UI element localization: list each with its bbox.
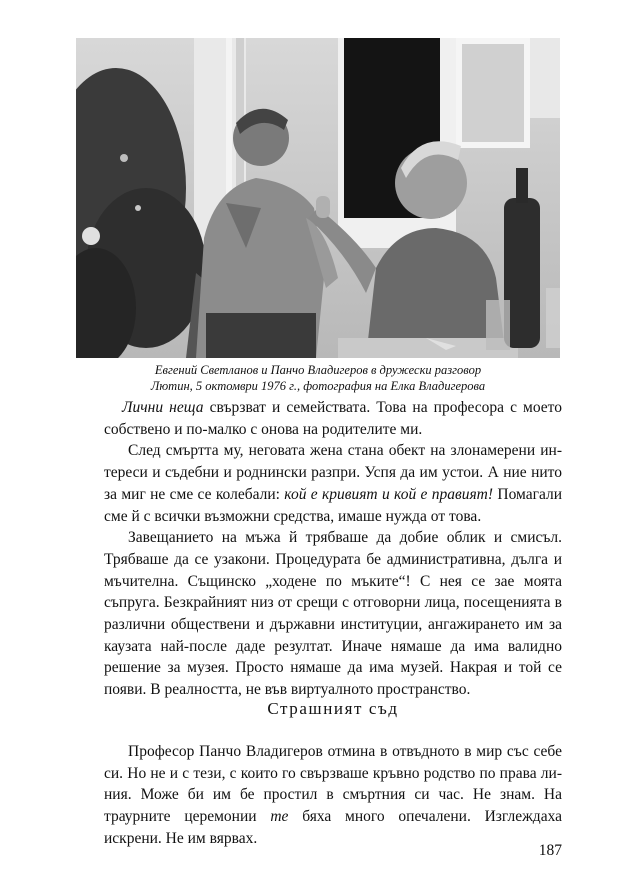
section2-body bbox=[104, 741, 562, 850]
paragraph-2-italic: кой е кривият и кой е правият! bbox=[284, 485, 494, 503]
photo-illustration bbox=[76, 38, 560, 358]
paragraph-4-italic: те bbox=[270, 808, 289, 826]
section-heading: Страшният съд bbox=[267, 699, 399, 718]
paragraph-4-end: бяха много опечалени. Изглеждаха искрени. Не им вярвах. bbox=[104, 808, 563, 847]
paragraph-1-italic: Лични неща bbox=[122, 399, 204, 416]
paragraph-4 bbox=[104, 741, 562, 850]
photo-two-men-talking bbox=[76, 38, 560, 358]
paragraph-2-start: След смъртта му, неговата жена стана обект на злонамерени интереси и съдебни и роднински разпри. Успя да им устои. А ние нито за миг не сме се колебали: bbox=[104, 442, 562, 503]
paragraph-2 bbox=[104, 440, 562, 527]
caption-line-2: Лютин, 5 октомври 1976 г., фотография на Елка Владигерова bbox=[150, 379, 486, 393]
paragraph-3: Завещанието на мъжа й трябваше да добие облик и смисъл. Трябваше да се узакони. Процедурата бе административна, дълга и мъчителна. Същинско „ходене по мъките“! С нея се зае моята съпруга. Безкрайният низ от срещи с отговорни лица, посещенията в различни обществени и държавни институции, ангажирането им за каузата най-после даде резултат. Иначе нямаше да има валидно решение за музея. Просто нямаше да има музей. Накрая и той се появи. В реалността, не във виртуалното пространство. bbox=[104, 529, 562, 699]
paragraph-4-start: Професор Панчо Владигеров отмина в отвъдното в мир със себе си. Но не и с тези, с които го свързваше кръвно родство по права линия. Може би им бе простил в смъртния си час. Не знам. На траурните церемонии bbox=[104, 743, 562, 826]
paragraph-2-end: Помагали сме й с всички възможни средства, имаше нужда от това. bbox=[104, 485, 563, 525]
section1-body bbox=[104, 397, 562, 701]
paragraph-1 bbox=[104, 397, 562, 440]
caption-line-1: Евгений Светланов и Панчо Владигеров в дружески разговор bbox=[154, 363, 482, 377]
page-number: 187 bbox=[538, 842, 562, 859]
photo-caption bbox=[76, 362, 560, 394]
paragraph-1-text: свързват и семействата. Това на професора с моето собствено и по-малко с онова на родителите ми. bbox=[104, 399, 562, 438]
